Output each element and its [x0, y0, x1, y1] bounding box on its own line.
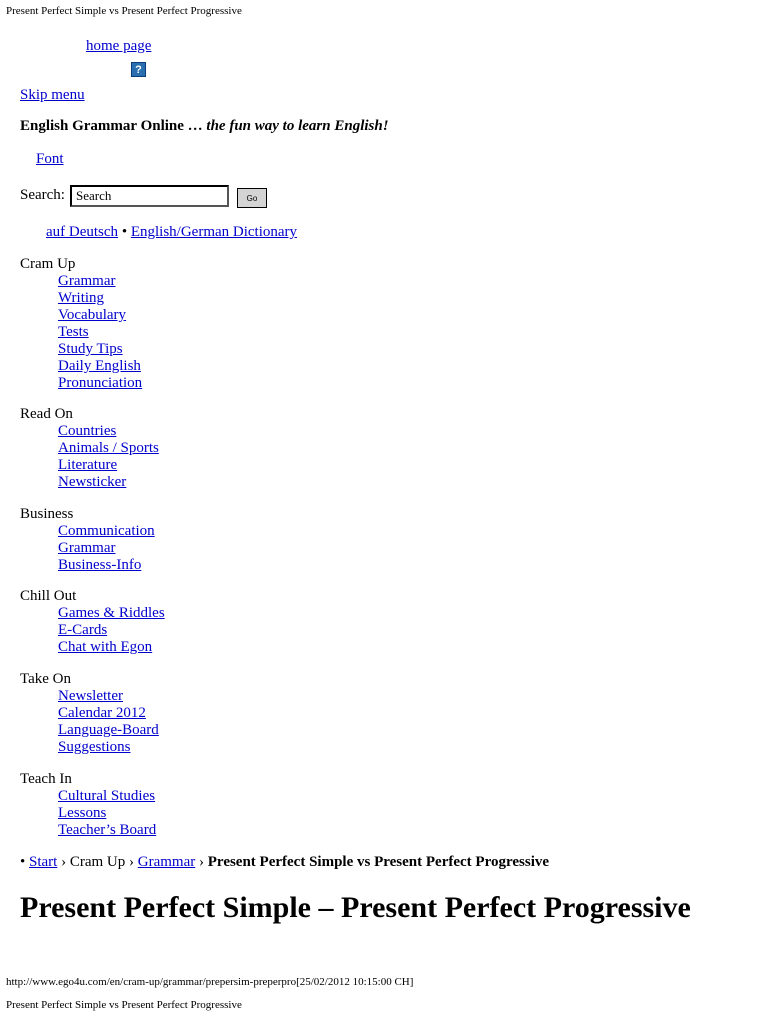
menu-item-communication[interactable]: Communication	[58, 523, 155, 539]
home-page-link[interactable]: home page	[86, 38, 152, 54]
menu-item-teachers-board[interactable]: Teacher’s Board	[58, 822, 157, 838]
menu-section-take-on	[20, 671, 159, 756]
menu-list	[20, 688, 159, 756]
print-header-title: Present Perfect Simple vs Present Perfect Progressive	[6, 5, 242, 17]
menu-heading: Chill Out	[20, 588, 77, 604]
menu-list	[20, 273, 142, 392]
breadcrumb-separator: ›	[129, 854, 135, 870]
menu-item-games-riddles[interactable]: Games & Riddles	[58, 605, 165, 621]
menu-heading: Cram Up	[20, 256, 76, 272]
help-question-icon[interactable]: ?	[131, 62, 146, 77]
menu-item-e-cards[interactable]: E-Cards	[58, 622, 108, 638]
menu-item-vocabulary[interactable]: Vocabulary	[58, 307, 127, 323]
language-links	[20, 224, 297, 241]
menu-item-lessons[interactable]: Lessons	[58, 805, 107, 821]
menu-heading: Read On	[20, 406, 73, 422]
breadcrumb-current: Present Perfect Simple vs Present Perfect Progressive	[207, 854, 550, 870]
breadcrumb	[20, 854, 549, 871]
menu-heading: Business	[20, 506, 74, 522]
menu-item-literature[interactable]: Literature	[58, 457, 118, 473]
menu-item-newsletter[interactable]: Newsletter	[58, 688, 123, 704]
print-footer-url: http://www.ego4u.com/en/cram-up/grammar/prepersim-preperpro[25/02/2012 10:15:00 CH]	[6, 976, 414, 988]
site-title	[20, 118, 389, 135]
print-footer-title: Present Perfect Simple vs Present Perfect Progressive	[6, 999, 242, 1011]
breadcrumb-start-link[interactable]: Start	[29, 854, 58, 870]
breadcrumb-section: Cram Up	[69, 854, 126, 870]
menu-section-chill-out	[20, 588, 165, 656]
menu-item-business-grammar[interactable]: Grammar	[58, 540, 116, 556]
menu-list	[20, 605, 165, 656]
menu-item-study-tips[interactable]: Study Tips	[58, 341, 123, 357]
menu-item-animals-sports[interactable]: Animals / Sports	[58, 440, 159, 456]
menu-heading: Teach In	[20, 771, 72, 787]
font-link[interactable]: Font	[36, 151, 64, 167]
search-label: Search:	[20, 187, 65, 203]
breadcrumb-separator: ›	[199, 854, 205, 870]
menu-item-language-board[interactable]: Language-Board	[58, 722, 159, 738]
menu-section-read-on	[20, 406, 159, 491]
search-input[interactable]	[70, 185, 229, 207]
dictionary-link[interactable]: English/German Dictionary	[130, 224, 298, 240]
menu-heading: Take On	[20, 671, 72, 687]
search-go-button[interactable]: Go	[237, 188, 267, 208]
site-name: English Grammar Online …	[20, 118, 203, 134]
menu-item-tests[interactable]: Tests	[58, 324, 89, 340]
menu-item-calendar[interactable]: Calendar 2012	[58, 705, 146, 721]
site-tagline: the fun way to learn English!	[206, 118, 389, 134]
menu-item-writing[interactable]: Writing	[58, 290, 105, 306]
menu-list	[20, 788, 156, 839]
menu-section-business	[20, 506, 155, 574]
breadcrumb-bullet: •	[20, 854, 26, 870]
menu-item-suggestions[interactable]: Suggestions	[58, 739, 131, 755]
menu-list	[20, 423, 159, 491]
menu-item-business-info[interactable]: Business-Info	[58, 557, 142, 573]
menu-section-cram-up	[20, 256, 142, 392]
menu-item-cultural-studies[interactable]: Cultural Studies	[58, 788, 156, 804]
breadcrumb-grammar-link[interactable]: Grammar	[137, 854, 196, 870]
menu-item-chat-with-egon[interactable]: Chat with Egon	[58, 639, 153, 655]
menu-item-newsticker[interactable]: Newsticker	[58, 474, 127, 490]
menu-item-countries[interactable]: Countries	[58, 423, 117, 439]
skip-menu-link[interactable]: Skip menu	[20, 87, 85, 103]
menu-item-daily-english[interactable]: Daily English	[58, 358, 141, 374]
menu-list	[20, 523, 155, 574]
language-separator: •	[121, 224, 128, 240]
menu-section-teach-in	[20, 771, 156, 839]
menu-item-grammar[interactable]: Grammar	[58, 273, 116, 289]
breadcrumb-separator: ›	[61, 854, 67, 870]
menu-item-pronunciation[interactable]: Pronunciation	[58, 375, 143, 391]
page-title: Present Perfect Simple – Present Perfect Progressive	[20, 891, 691, 924]
german-version-link[interactable]: auf Deutsch	[46, 224, 119, 240]
